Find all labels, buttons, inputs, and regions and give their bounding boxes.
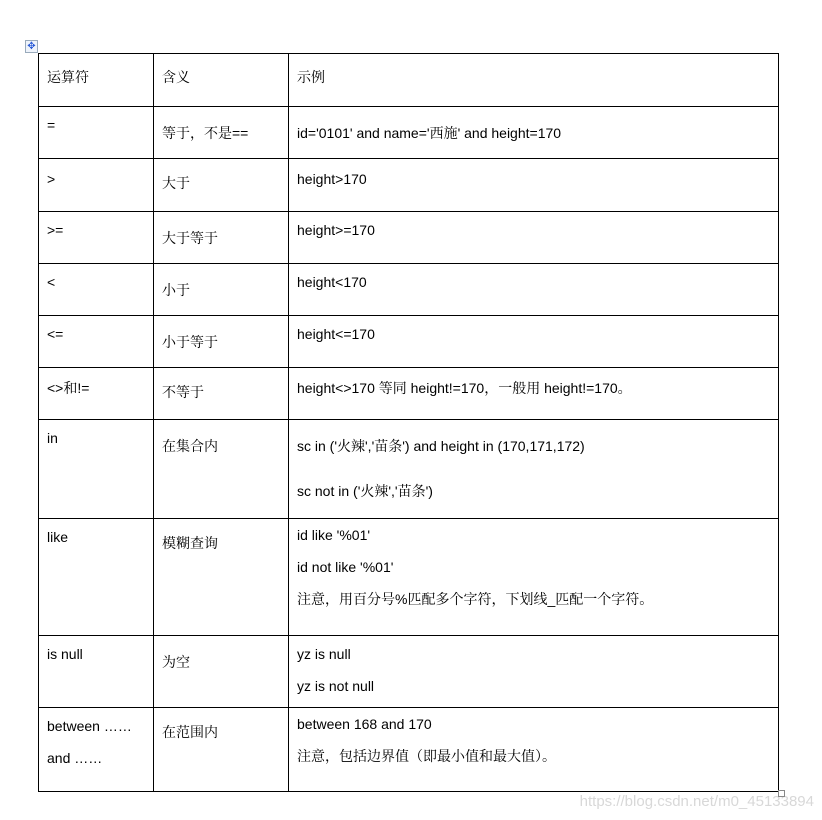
example-cell	[289, 420, 778, 518]
table-row	[39, 315, 778, 367]
example-cell-line: 注意，用百分号%匹配多个字符，下划线_匹配一个字符。	[297, 591, 654, 607]
example-cell	[289, 519, 778, 635]
table-row	[39, 106, 778, 158]
operator-cell	[39, 264, 154, 315]
operator-cell	[39, 420, 154, 518]
header-example: 示例	[297, 69, 325, 85]
table-row	[39, 263, 778, 315]
table-row	[39, 419, 778, 518]
operator-cell-line: and ……	[47, 750, 103, 766]
meaning-cell	[154, 316, 289, 367]
operators-table	[38, 53, 779, 792]
table-row	[39, 635, 778, 707]
table-row	[39, 158, 778, 211]
operator-cell-line: >	[47, 171, 56, 187]
meaning-text: 在范围内	[162, 724, 218, 740]
operator-cell-line: >=	[47, 222, 64, 238]
header-meaning: 含义	[154, 54, 289, 106]
operator-cell	[39, 212, 154, 263]
operator-cell-line: <	[47, 274, 56, 290]
header-operator: 运算符	[39, 54, 154, 106]
example-cell-line: id='0101' and name='西施' and height=170	[297, 125, 562, 141]
example-cell-line: height<>170 等同 height!=170，一般用 height!=170。	[297, 380, 632, 396]
example-cell-line: height<170	[297, 274, 367, 290]
example-cell-line: height<=170	[297, 326, 375, 342]
operator-cell-line: in	[47, 430, 58, 446]
example-cell	[289, 316, 778, 367]
example-cell-line: between 168 and 170	[297, 716, 432, 732]
meaning-text: 为空	[162, 654, 190, 670]
operator-cell	[39, 316, 154, 367]
example-cell	[289, 368, 778, 419]
table-row	[39, 518, 778, 635]
table-move-handle-icon[interactable]: ✥	[25, 40, 38, 53]
table-resize-handle[interactable]	[778, 790, 785, 797]
meaning-text: 小于等于	[162, 334, 218, 350]
meaning-text: 大于等于	[162, 230, 218, 246]
example-cell-line: yz is not null	[297, 678, 375, 694]
operator-cell	[39, 519, 154, 635]
operator-cell	[39, 636, 154, 707]
example-cell-line: sc in ('火辣','苗条') and height in (170,171,172)	[297, 438, 585, 454]
example-cell	[289, 212, 778, 263]
watermark: https://blog.csdn.net/m0_45133894	[579, 793, 814, 810]
example-cell	[289, 159, 778, 211]
table-row	[39, 707, 778, 791]
example-cell	[289, 264, 778, 315]
example-cell-line: height>170	[297, 171, 367, 187]
meaning-text: 模糊查询	[162, 535, 218, 551]
meaning-cell	[154, 420, 289, 518]
operator-cell-line: <=	[47, 326, 64, 342]
meaning-cell	[154, 519, 289, 635]
example-cell	[289, 107, 778, 158]
meaning-cell	[154, 368, 289, 419]
meaning-cell	[154, 212, 289, 263]
operator-cell	[39, 159, 154, 211]
table-row	[39, 367, 778, 419]
meaning-text: 在集合内	[162, 438, 218, 454]
operator-cell-line: <>和!=	[47, 380, 90, 396]
meaning-cell	[154, 107, 289, 158]
meaning-text: 大于	[162, 175, 190, 191]
example-cell-line: sc not in ('火辣','苗条')	[297, 483, 433, 499]
meaning-text: 小于	[162, 282, 190, 298]
operator-cell	[39, 368, 154, 419]
example-cell-line: height>=170	[297, 222, 375, 238]
meaning-cell	[154, 264, 289, 315]
example-cell	[289, 636, 778, 707]
example-cell-line: yz is null	[297, 646, 351, 662]
operator-cell	[39, 107, 154, 158]
example-cell-line: id not like '%01'	[297, 559, 394, 575]
operator-cell-line: =	[47, 117, 56, 133]
operator-cell-line: like	[47, 529, 69, 545]
table-row	[39, 211, 778, 263]
example-cell-line: id like '%01'	[297, 527, 371, 543]
meaning-text: 不等于	[162, 384, 204, 400]
meaning-cell	[154, 636, 289, 707]
example-cell	[289, 708, 778, 791]
operator-cell	[39, 708, 154, 791]
operator-cell-line: is null	[47, 646, 83, 662]
example-cell-line: 注意，包括边界值（即最小值和最大值）。	[297, 748, 556, 764]
meaning-text: 等于，不是==	[162, 125, 249, 141]
operator-cell-line: between ……	[47, 718, 132, 734]
meaning-cell	[154, 159, 289, 211]
table-header-row	[39, 54, 778, 106]
meaning-cell	[154, 708, 289, 791]
